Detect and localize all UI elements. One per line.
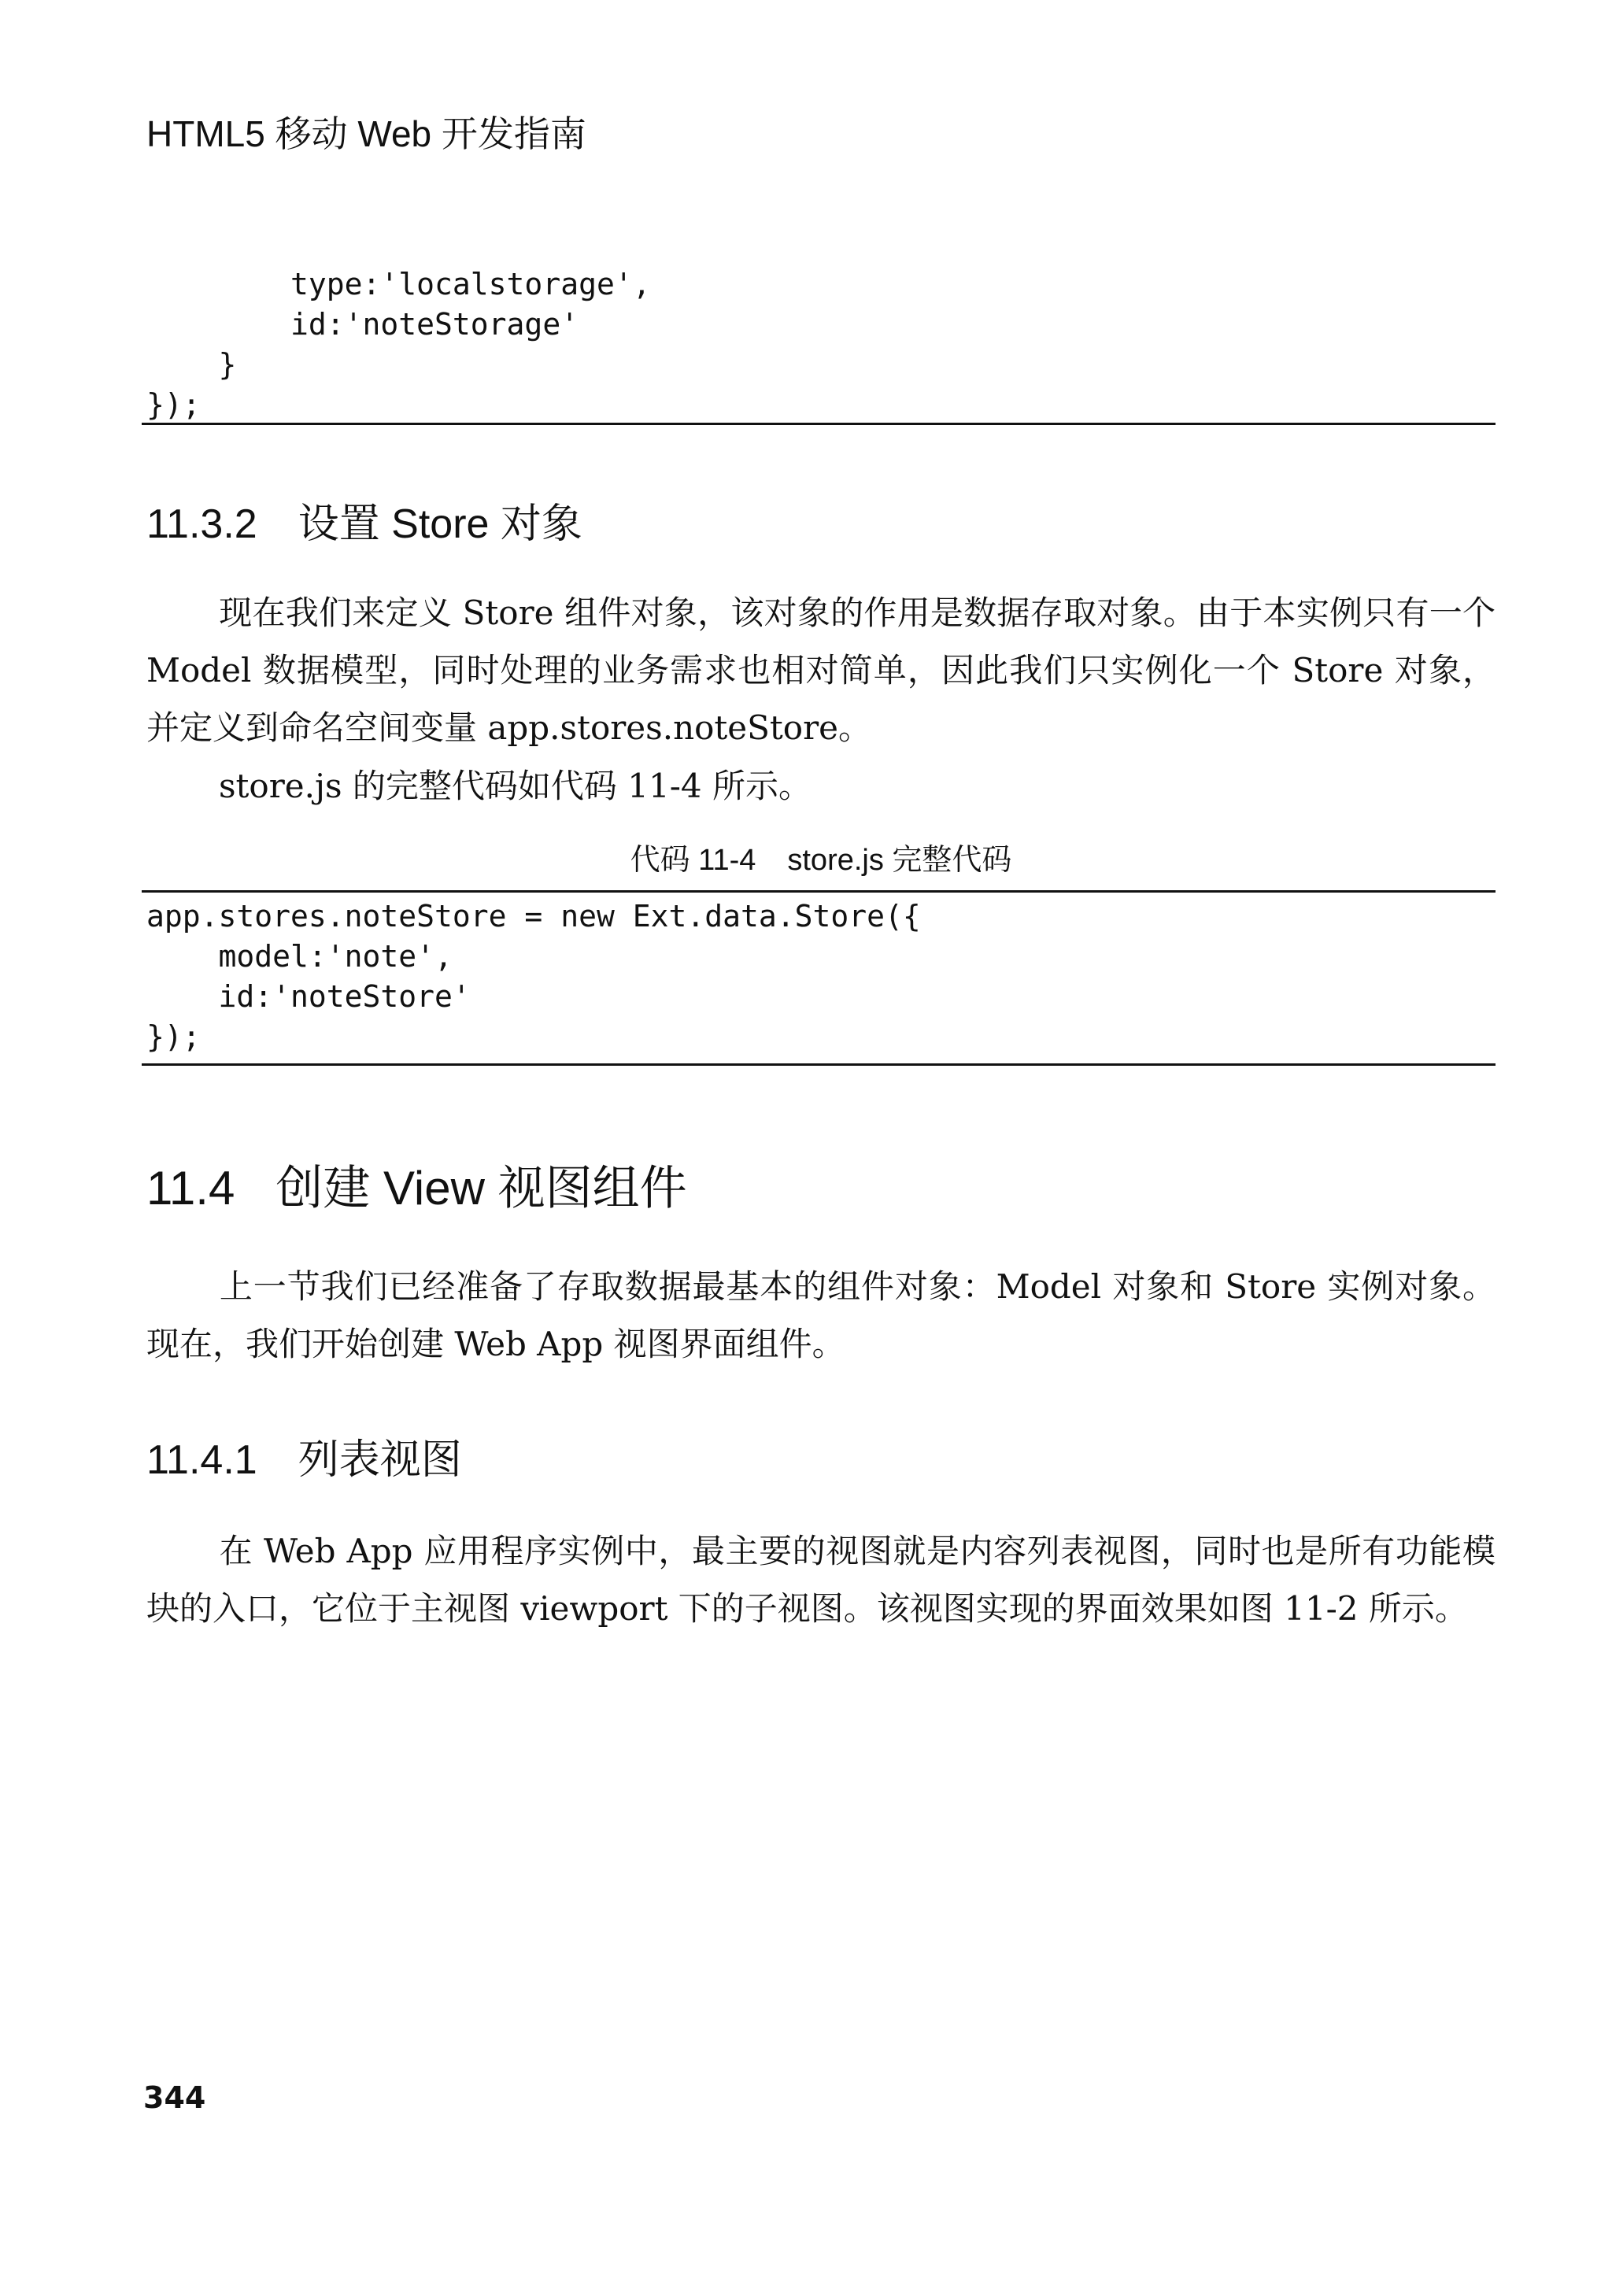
paragraph [146, 1258, 1496, 1373]
page-number: 344 [143, 2080, 206, 2115]
section-title: 设置 Store 对象 [298, 501, 582, 547]
listing-title: store.js 完整代码 [787, 844, 1012, 877]
code-bottom-rule [142, 1063, 1496, 1066]
listing-caption [146, 840, 1496, 881]
paragraph-text: 在 Web App 应用程序实例中，最主要的视图就是内容列表视图，同时也是所有功能模块的入口，它位于主视图 viewport 下的子视图。该视图实现的界面效果如图 11-2 所示。 [146, 1532, 1496, 1628]
code-bottom-rule [142, 423, 1496, 425]
code-line: id:'noteStorage' [146, 307, 579, 342]
section-number: 11.3.2 [146, 501, 257, 547]
section-number: 11.4 [146, 1162, 235, 1215]
section-title: 创建 View 视图组件 [275, 1162, 687, 1215]
code-line: }); [146, 1019, 201, 1054]
section-number: 11.4.1 [146, 1437, 257, 1483]
section-heading-11-4 [146, 1157, 687, 1220]
code-top-rule [142, 890, 1496, 893]
paragraph [146, 1522, 1496, 1637]
code-block-top [146, 264, 1496, 425]
paragraph [146, 584, 1496, 756]
code-line: id:'noteStore' [146, 979, 471, 1014]
paragraph-text: 现在我们来定义 Store 组件对象，该对象的作用是数据存取对象。由于本实例只有一个 Model 数据模型，同时处理的业务需求也相对简单，因此我们只实例化一个 Store 对象，并定义到命名空间变量 app.stores.noteStore。 [146, 593, 1496, 747]
code-line: app.stores.noteStore = new Ext.data.Store({ [146, 899, 921, 934]
section-title: 列表视图 [298, 1437, 462, 1483]
code-line: type:'localstorage', [146, 267, 651, 301]
section-heading-11-3-2 [146, 497, 582, 552]
code-line: } [146, 347, 237, 382]
paragraph [146, 757, 1496, 815]
section-heading-11-4-1 [146, 1433, 462, 1488]
paragraph-text: 上一节我们已经准备了存取数据最基本的组件对象：Model 对象和 Store 实例对象。现在，我们开始创建 Web App 视图界面组件。 [146, 1267, 1496, 1363]
listing-label: 代码 11-4 [630, 844, 756, 877]
paragraph-text: store.js 的完整代码如代码 11-4 所示。 [219, 767, 812, 805]
code-line: model:'note', [146, 939, 453, 974]
code-block-listing-11-4 [146, 897, 1496, 1057]
running-header: HTML5 移动 Web 开发指南 [146, 113, 586, 154]
code-line: }); [146, 387, 201, 422]
